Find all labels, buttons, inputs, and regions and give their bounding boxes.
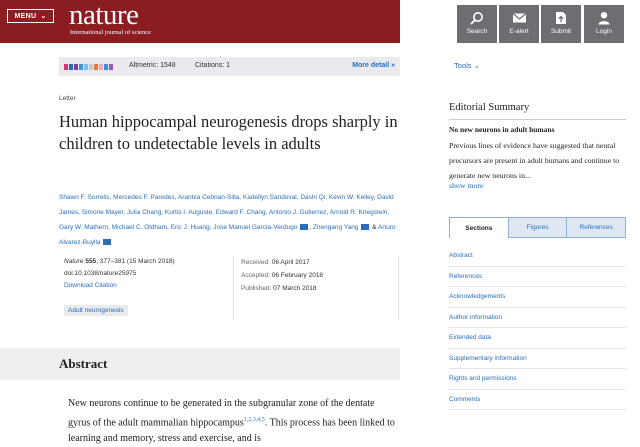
tab-sections[interactable]: Sections <box>449 217 509 238</box>
nature-logo[interactable]: nature <box>69 0 139 31</box>
tools-dropdown[interactable]: Tools ⌄ <box>454 61 480 70</box>
author-list: Shawn F. Sorrells, Mercedes F. Paredes, Arantxa Cebrian-Silla, Kadellyn Sandoval, Dashi Qi, Kevin W. Kelley, David James, Simone Mayer, Julia Chang, Kurtis I. Auguste, Edward F. Chang, Antonio J. Gutierrez, Arnold R. Kriegstein, Gary W. Mathern, Michael C. Oldham, Eric J. Huang, Jose Manuel Garcia-Verdugo , Zhengang Yang & Arturo Alvarez-Buylla <box>59 194 396 246</box>
altmetric-swatch <box>94 64 98 70</box>
author-link[interactable]: Arturo Alvarez-Buylla <box>59 224 396 246</box>
reference-links[interactable]: 1,2,3,4,5 <box>243 417 265 423</box>
logo-tagline: International journal of science <box>70 29 152 36</box>
nav-item-author-information[interactable]: Author information <box>449 308 626 329</box>
nav-item-abstract[interactable]: Abstract <box>449 246 626 267</box>
metrics-bar <box>59 57 400 76</box>
divider <box>449 119 626 120</box>
journal-citation: Nature 555, 377–381 (15 March 2018) <box>64 258 175 265</box>
citation-count: Citations: 1 <box>195 62 231 69</box>
altmetric-swatch <box>109 64 113 70</box>
publication-dates <box>241 256 399 320</box>
double-chevron-right-icon: » <box>391 62 395 69</box>
altmetric-swatch <box>99 64 103 70</box>
abstract-heading: Abstract <box>59 356 108 371</box>
altmetric-swatch <box>84 64 88 70</box>
altmetric-swatch <box>64 64 68 70</box>
editorial-summary-text: Previous lines of evidence have suggested that neural precursors are present in adult humans and continue to generate new neurons in... <box>449 141 620 180</box>
submit-button[interactable] <box>541 5 581 43</box>
doi: doi:10.1038/nature25975 <box>64 270 137 277</box>
user-icon <box>597 11 611 25</box>
more-detail-link[interactable]: More detail » <box>352 62 395 69</box>
search-button[interactable] <box>457 5 497 43</box>
article-type: Letter <box>59 95 76 102</box>
nav-item-rights-and-permissions[interactable]: Rights and permissions <box>449 369 626 390</box>
submit-label: Submit <box>550 28 572 35</box>
nav-item-comments[interactable]: Comments <box>449 390 626 411</box>
abstract-text: New neurons continue to be generated in the subgranular zone of the dentate gyrus of the adult mammalian hippocampus$^{1,2,3,4,5}$. This process has been linked to learning and memory, stress and exercise, and is <box>68 398 395 445</box>
altmetric-swatch <box>89 64 93 70</box>
login-button[interactable] <box>584 5 624 43</box>
nav-item-references[interactable]: References <box>449 267 626 288</box>
altmetric-score[interactable]: Altmetric: 1548 <box>129 62 176 69</box>
nav-item-acknowledgements[interactable]: Acknowledgements <box>449 287 626 308</box>
login-label: Login <box>596 28 612 35</box>
email-icon[interactable] <box>300 224 308 230</box>
e-alert-button[interactable] <box>499 5 539 43</box>
author-separator: & <box>372 224 377 231</box>
altmetric-swatch <box>104 64 108 70</box>
altmetric-swatch <box>74 64 78 70</box>
nav-item-extended-data[interactable]: Extended data <box>449 328 626 349</box>
email-icon[interactable] <box>103 239 111 245</box>
e-alert-label: E-alert <box>509 28 529 35</box>
sections-nav <box>449 246 626 410</box>
editorial-summary-heading: Editorial Summary <box>449 102 530 113</box>
envelope-icon <box>512 11 527 25</box>
menu-label: MENU <box>14 12 37 20</box>
chevron-down-icon: ⌄ <box>40 13 47 20</box>
search-label: Search <box>466 28 488 35</box>
tab-references[interactable]: References <box>567 217 626 238</box>
article-title: Human hippocampal neurogenesis drops sharply in children to undetectable levels in adults <box>59 112 398 153</box>
menu-button[interactable] <box>7 9 54 23</box>
email-icon[interactable] <box>361 224 369 230</box>
accepted-date: Accepted: 06 February 2018 <box>241 272 324 279</box>
altmetric-swatch <box>79 64 83 70</box>
published-date: Published: 07 March 2018 <box>241 285 317 292</box>
submit-icon <box>555 11 567 25</box>
sidebar-tabs <box>449 217 626 238</box>
abstract-header-bar <box>0 348 400 380</box>
site-header <box>0 0 400 43</box>
received-date: Received: 06 April 2017 <box>241 259 310 266</box>
chevron-down-icon: ⌄ <box>473 61 480 70</box>
subject-tag[interactable]: Adult neurogenesis <box>64 305 128 316</box>
author-links[interactable]: Shawn F. Sorrells, Mercedes F. Paredes, Arantxa Cebrian-Silla, Kadellyn Sandoval, Dashi Qi, Kevin W. Kelley, David James, Simone Mayer, Julia Chang, Kurtis I. Auguste, Edward F. Chang, Antonio J. Gutierrez, Arnold R. Kriegstein, Gary W. Mathern, Michael C. Oldham, Eric J. Huang, Jose Manuel Garcia-Verdugo <box>59 194 394 231</box>
download-citation-link[interactable]: Download Citation <box>64 282 117 289</box>
search-icon <box>470 11 484 25</box>
nav-item-supplementary-information[interactable]: Supplementary information <box>449 349 626 370</box>
author-link[interactable]: Zhengang Yang <box>312 224 359 231</box>
editorial-summary-subheading: No new neurons in adult humans <box>449 125 555 134</box>
show-more-link[interactable]: show more <box>449 181 484 190</box>
altmetric-swatch <box>69 64 73 70</box>
tab-figures[interactable]: Figures <box>509 217 568 238</box>
